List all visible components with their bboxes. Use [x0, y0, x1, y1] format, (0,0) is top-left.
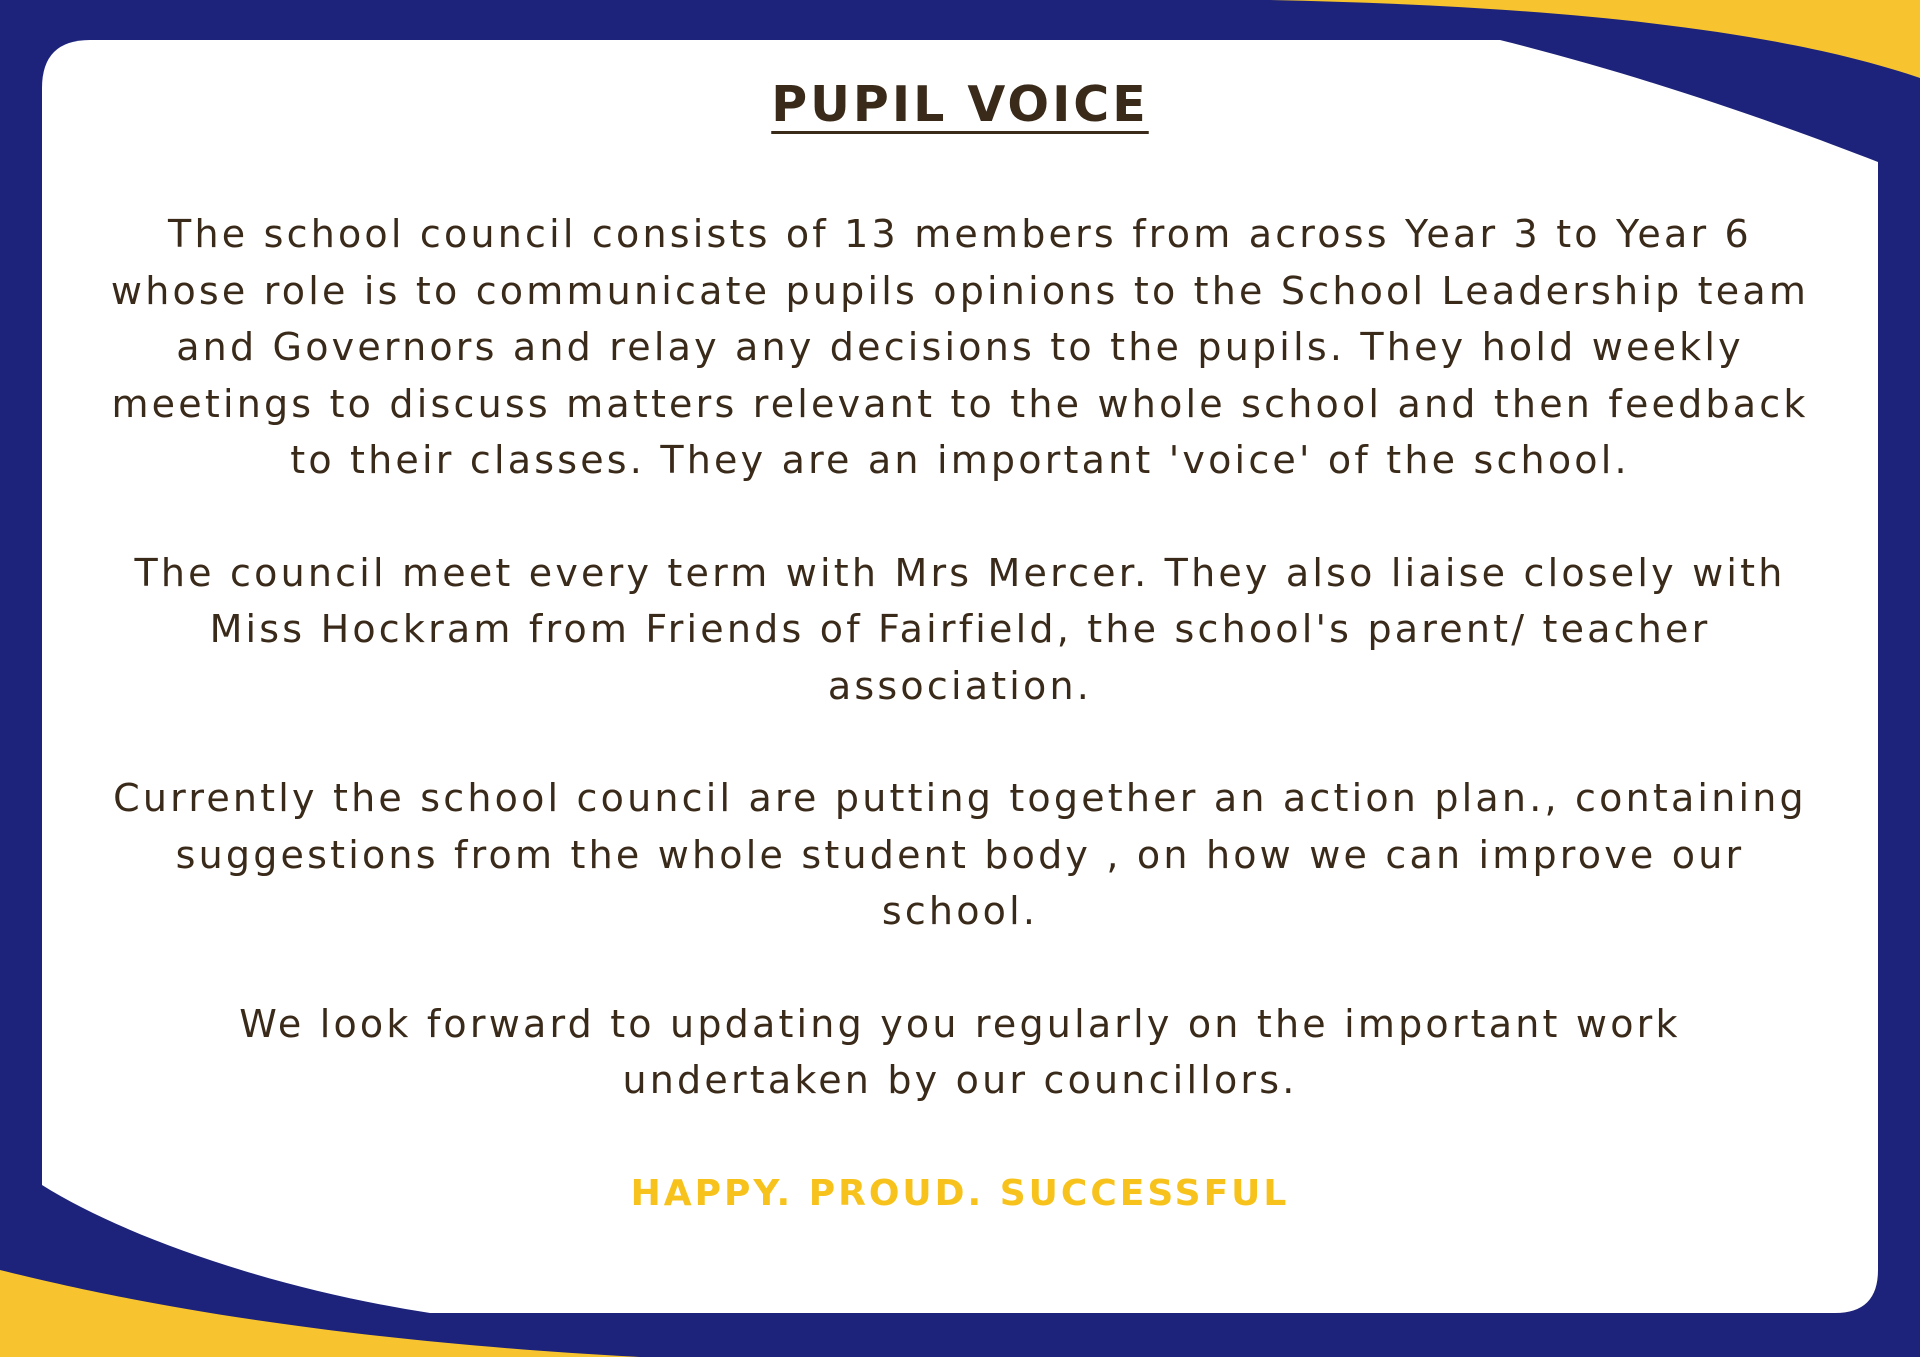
page-title: PUPIL VOICE: [771, 76, 1149, 133]
school-slogan: HAPPY. PROUD. SUCCESSFUL: [630, 1172, 1290, 1214]
paragraph-council-role: The school council consists of 13 members from across Year 3 to Year 6 whose role is to communicate pupils opinions to the School Leadership team and Governors and relay any decisions to the pupils. They hold weekly meetings to discuss matters relevant to the whole school and then feedback to their classes. They are an important 'voice' of the school.: [110, 212, 1810, 482]
paragraph-council-meetings: The council meet every term with Mrs Mercer. They also liaise closely with Miss Hockram from Friends of Fairfield, the school's parent/ teacher association.: [134, 550, 1786, 708]
paragraph-action-plan: Currently the school council are putting together an action plan., containing suggestions from the whole student body , on how we can improve our school.: [113, 776, 1807, 933]
content-area: [110, 70, 1810, 1219]
paragraph-closing: We look forward to updating you regularly on the important work undertaken by our councillors.: [239, 1001, 1681, 1102]
